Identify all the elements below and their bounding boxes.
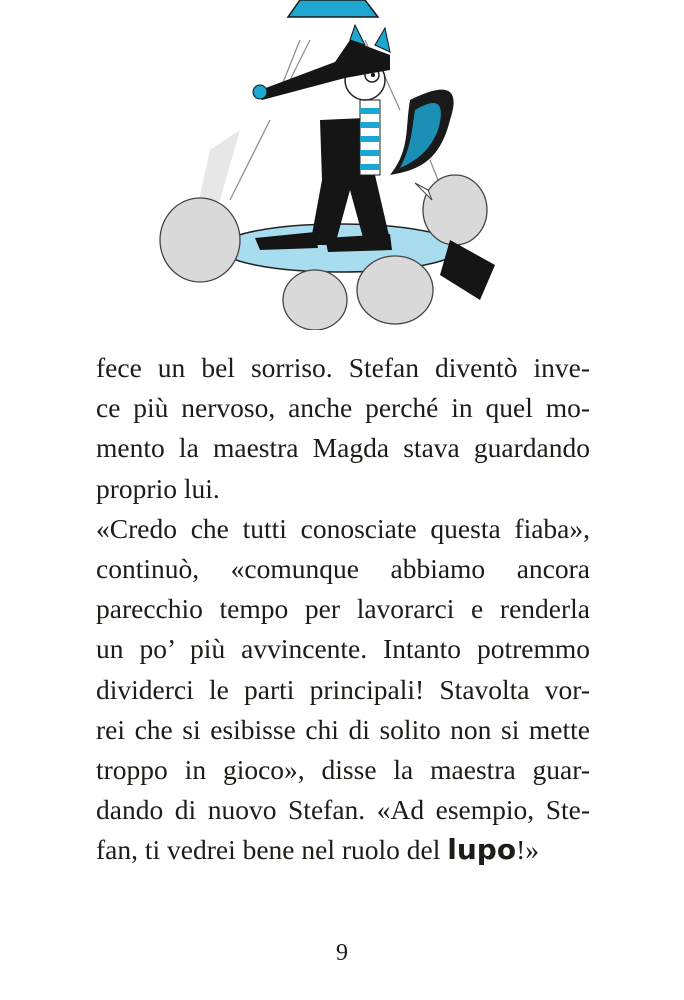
illustration-wolf-on-stage [150,0,510,330]
text-line: un po’ più avvincente. Intanto potremmo [96,633,590,665]
text-line: dando di nuovo Stefan. «Ad esempio, Ste- [96,794,590,826]
text-line: parecchio tempo per lavorarci e renderla [96,593,590,625]
body-text [96,348,590,871]
wolf-stage-illustration [150,0,510,330]
striped-shirt [360,100,380,175]
text-last-prefix: fan, ti vedrei bene nel ruolo del [96,834,448,866]
text-line: rei che si esibisse chi di solito non si mette [96,713,590,745]
text-line: «Credo che tutti conosciate questa fiaba», [96,512,590,544]
text-line: ce più nervoso, anche perché in quel mo- [96,392,590,424]
text-line-last [96,830,590,870]
emphasized-word-lupo: lupo [447,833,517,867]
text-line: mento la maestra Magda stava guardando [96,432,590,464]
text-line: dividerci le parti principali! Stavolta vor- [96,673,590,705]
text-line: continuò, «comunque abbiamo ancora [96,553,590,585]
text-line: proprio lui. [96,472,220,504]
lamp-icon [288,0,378,17]
text-line: troppo in gioco», disse la maestra guar- [96,754,590,786]
text-line: fece un bel sorriso. Stefan diventò inve- [96,352,590,383]
text-last-suffix: !» [516,834,539,866]
page-number: 9 [336,940,348,966]
